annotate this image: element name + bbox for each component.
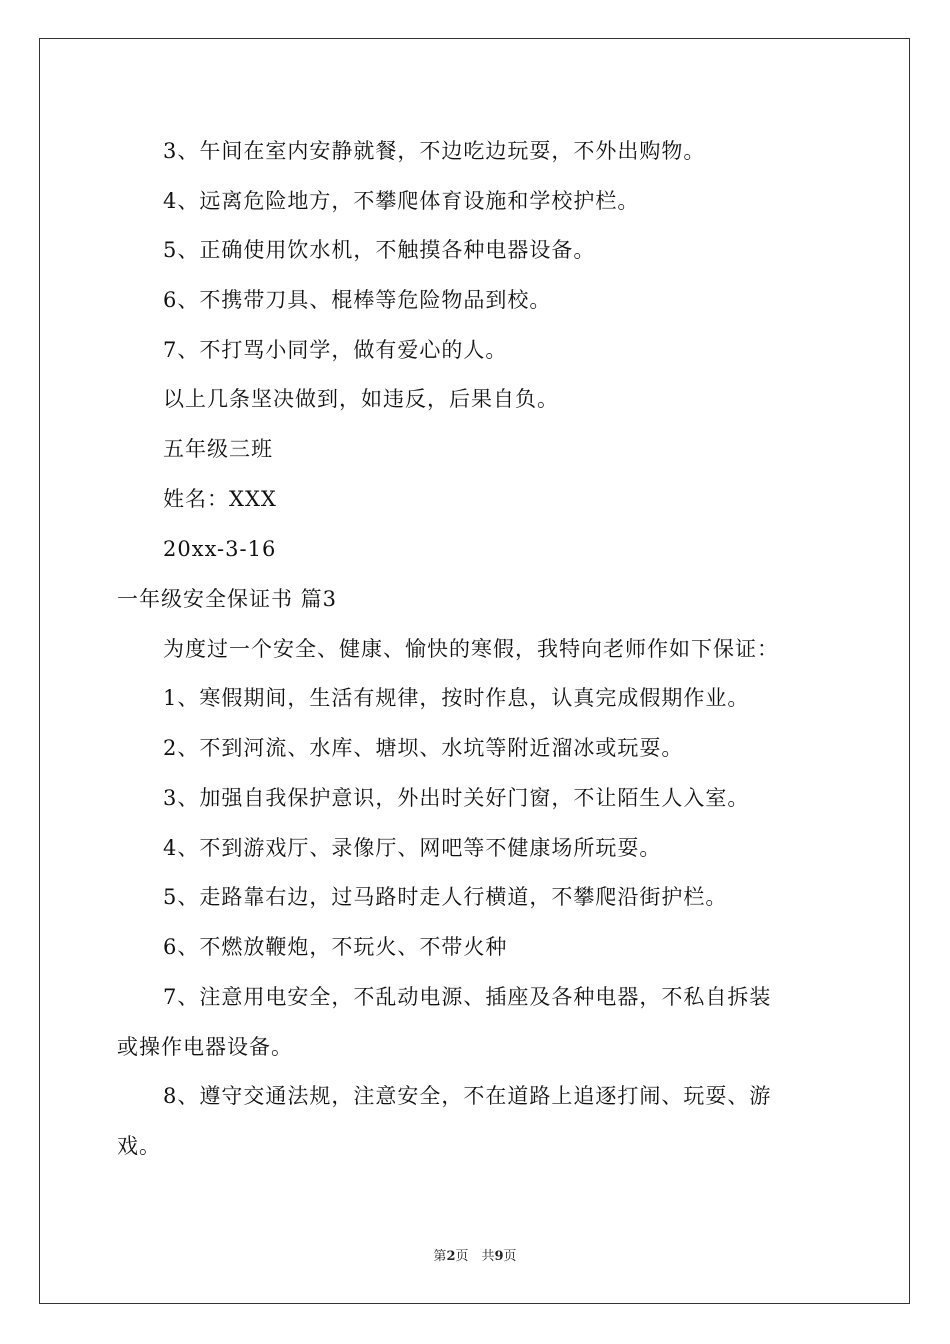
- class-name: 五年级三班: [163, 437, 273, 461]
- footer-page-number: 2: [446, 1249, 456, 1264]
- signature-date: 20xx-3-16: [163, 537, 277, 561]
- item-5: 5、走路靠右边，过马路时走人行横道，不攀爬沿街护栏。: [163, 885, 728, 909]
- signature-name: 姓名：XXX: [163, 487, 277, 511]
- footer-suffix: 页: [503, 1249, 517, 1264]
- text-line-6: 以上几条坚决做到，如违反，后果自负。: [163, 387, 559, 411]
- item-2: 2、不到河流、水库、塘坝、水坑等附近溜冰或玩耍。: [163, 736, 684, 760]
- item-8-line-2: 戏。: [117, 1134, 161, 1158]
- intro-paragraph: 为度过一个安全、健康、愉快的寒假，我特向老师作如下保证：: [163, 637, 779, 661]
- footer-middle: 页 共: [455, 1249, 495, 1264]
- item-7-line-2: 或操作电器设备。: [117, 1035, 293, 1059]
- text-line-5: 7、不打骂小同学，做有爱心的人。: [163, 338, 508, 362]
- item-3: 3、加强自我保护意识，外出时关好门窗，不让陌生人入室。: [163, 786, 750, 810]
- page-frame: [39, 38, 910, 1304]
- text-line-3: 5、正确使用饮水机，不触摸各种电器设备。: [163, 238, 596, 262]
- text-line-2: 4、远离危险地方，不攀爬体育设施和学校护栏。: [163, 189, 640, 213]
- item-8-line-1: 8、遵守交通法规，注意安全，不在道路上追逐打闹、玩耍、游: [163, 1084, 772, 1108]
- item-1: 1、寒假期间，生活有规律，按时作息，认真完成假期作业。: [163, 686, 750, 710]
- text-line-1: 3、午间在室内安静就餐，不边吃边玩耍，不外出购物。: [163, 139, 706, 163]
- footer-prefix: 第: [433, 1249, 447, 1264]
- text-line-4: 6、不携带刀具、棍棒等危险物品到校。: [163, 288, 552, 312]
- item-4: 4、不到游戏厅、录像厅、网吧等不健康场所玩耍。: [163, 836, 662, 860]
- section-heading: 一年级安全保证书 篇3: [117, 587, 338, 611]
- item-6: 6、不燃放鞭炮，不玩火、不带火种: [163, 935, 508, 959]
- item-7-line-1: 7、注意用电安全，不乱动电源、插座及各种电器，不私自拆装: [163, 985, 772, 1009]
- footer-total-pages: 9: [494, 1249, 504, 1264]
- page-footer: [0, 1248, 950, 1266]
